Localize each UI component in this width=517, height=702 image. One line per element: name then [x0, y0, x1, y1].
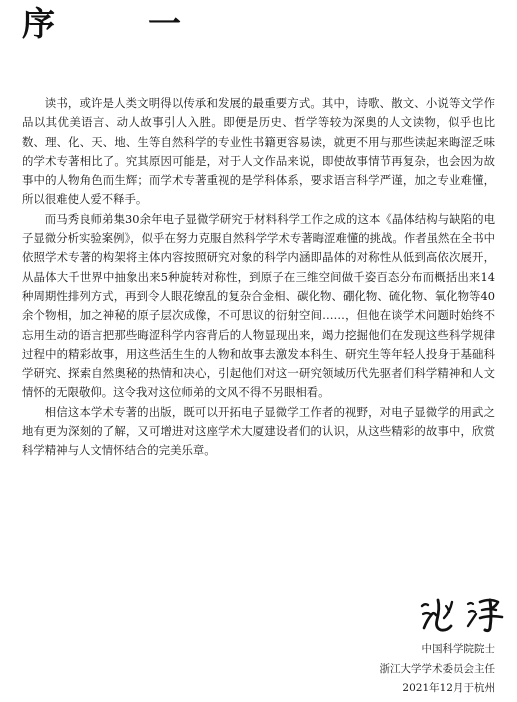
title-char-preface: 序 [22, 4, 55, 43]
signer-title-academician: 中国科学院院士 [421, 643, 495, 655]
signature-block [380, 640, 496, 699]
signer-title-committee: 浙江大学学术委员会主任 [379, 662, 495, 675]
paragraph-1: 读书，或许是人类文明得以传承和发展的最重要方式。其中，诗歌、散文、小说等文学作品以其优美语言、动人故事引人入胜。即便是历史、哲学等较为深奥的人文读物，似乎也比数、理、化、天、地、生等自然科学的专业性书籍更容易读，就更不用与那些读起来晦涩乏味的学术专著相比了。究其原因可能是，对于人文作品来说，即使故事情节再复杂，也会因为故事中的人物角色而生辉；而学术专著重视的是学科体系，要求语言科学严谨，加之专业难懂，所以很难使人爱不释手。 [22, 96, 495, 207]
paragraph-2: 而马秀良师弟集30余年电子显微学研究于材料科学工作之成的这本《晶体结构与缺陷的电子显微分析实验案例》，似乎在努力克服自然科学学术专著晦涩难懂的挑战。作者虽然在全书中依照学术专著的构架将主体内容按照研究对象的科学内涵即晶体的对称性从低到高依次展开，从晶体大千世界中抽象出来5种旋转对称性，到原子在三维空间做千姿百态分布而概括出来14种周期性排列方式，再到令人眼花缭乱的复杂合金相、碳化物、硼化物、硫化物、氧化物等40余个物相，加之神秘的原子层次成像，不可思议的衍射空间……，但他在谈学术问题时始终不忘用生动的语言把那些晦涩科学内容背后的人物显现出来，竭力挖掘他们在发现这些科学规律过程中的精彩故事，用这些活生生的人物和故事去激发本科生、研究生等年轻人投身于基础科学研究、探索自然奥秘的热情和决心，引起他们对这一研究领域历代先驱者们科学精神和人文情怀的无限敬仰。这令我对这位师弟的文风不得不另眼相看。 [22, 211, 495, 400]
preface-body [22, 94, 495, 461]
handwritten-signature [416, 594, 512, 636]
page-title [22, 4, 181, 44]
paragraph-3: 相信这本学术专著的出版，既可以开拓电子显微学工作者的视野，对电子显微学的用武之地有更为深刻的了解，又可增进对这座学术大厦建设者们的认识，从这些精彩的故事中，欣赏科学精神与人文情怀结合的完美乐章。 [22, 404, 495, 458]
signature-date: 2021年12月于杭州 [402, 682, 495, 694]
title-char-one: 一 [148, 4, 181, 43]
